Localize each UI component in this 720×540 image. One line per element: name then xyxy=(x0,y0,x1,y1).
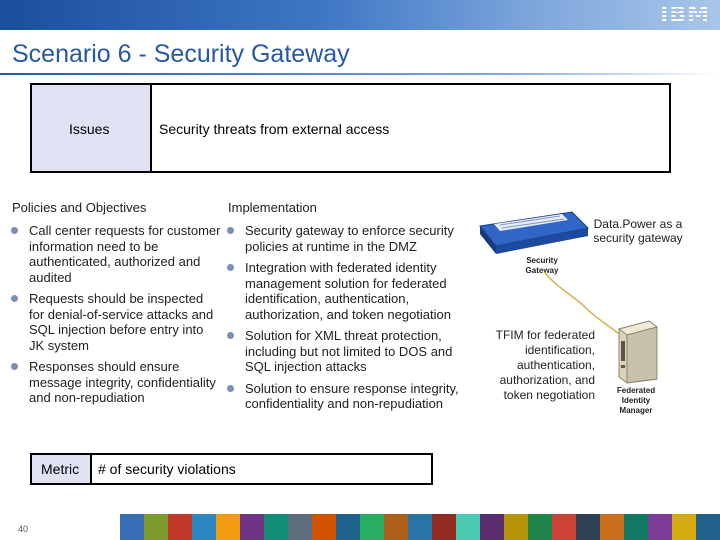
footer-tile xyxy=(552,514,576,540)
list-item: Responses should ensure message integrity, confidentiality and non-repudiation xyxy=(9,359,221,406)
policies-list xyxy=(9,223,221,412)
footer-tile xyxy=(480,514,504,540)
footer-tile xyxy=(648,514,672,540)
footer-image-tiles xyxy=(120,514,720,540)
footer-tile xyxy=(240,514,264,540)
footer-tile xyxy=(192,514,216,540)
issues-box xyxy=(30,83,671,173)
issues-text: Security threats from external access xyxy=(159,121,390,137)
tfim-caption: TFIM for federated identification, authentication, authorization, and token negotiation xyxy=(495,328,595,402)
title-divider xyxy=(0,73,720,75)
footer-tile xyxy=(408,514,432,540)
footer-tile xyxy=(384,514,408,540)
metric-box xyxy=(30,453,433,485)
page-number: 40 xyxy=(18,524,29,534)
footer-tile xyxy=(360,514,384,540)
security-gateway-label: Security Gateway xyxy=(525,256,559,275)
footer-tile xyxy=(432,514,456,540)
footer-strip xyxy=(0,514,720,540)
footer-tile xyxy=(672,514,696,540)
page-title: Scenario 6 - Security Gateway xyxy=(12,40,350,68)
footer-tile xyxy=(696,514,720,540)
footer-tile xyxy=(528,514,552,540)
footer-tile xyxy=(144,514,168,540)
list-item: Security gateway to enforce security policies at runtime in the DMZ xyxy=(225,223,473,254)
ibm-logo: IBM xyxy=(660,3,710,28)
footer-tile xyxy=(600,514,624,540)
list-item: Integration with federated identity management solution for federated identification, authentication, authorization, and token negotiation xyxy=(225,260,473,322)
policies-heading: Policies and Objectives xyxy=(12,200,147,215)
footer-tile xyxy=(504,514,528,540)
footer-tile xyxy=(312,514,336,540)
footer-tile xyxy=(288,514,312,540)
datapower-caption: Data.Power as a security gateway xyxy=(593,217,683,245)
federated-identity-manager-label: Federated Identity Manager xyxy=(616,386,656,415)
footer-tile xyxy=(120,514,144,540)
list-item: Solution for XML threat protection, including but not limited to DOS and SQL injection attacks xyxy=(225,328,473,375)
list-item: Requests should be inspected for denial-of-service attacks and SQL injection before entry into JK system xyxy=(9,291,221,353)
implementation-heading: Implementation xyxy=(228,200,317,215)
implementation-list xyxy=(225,223,473,418)
header-bar xyxy=(0,0,720,30)
security-gateway-appliance-icon xyxy=(476,208,596,258)
metric-label: Metric xyxy=(32,455,92,483)
footer-tile xyxy=(624,514,648,540)
server-icon xyxy=(611,319,661,385)
footer-tile xyxy=(456,514,480,540)
list-item: Call center requests for customer information need to be authenticated, authorized and audited xyxy=(9,223,221,285)
footer-tile xyxy=(264,514,288,540)
list-item: Solution to ensure response integrity, confidentiality and non-repudiation xyxy=(225,381,473,412)
footer-tile xyxy=(168,514,192,540)
footer-tile xyxy=(336,514,360,540)
footer-tile xyxy=(576,514,600,540)
issues-label: Issues xyxy=(32,85,152,171)
footer-tile xyxy=(216,514,240,540)
metric-text: # of security violations xyxy=(98,461,236,477)
